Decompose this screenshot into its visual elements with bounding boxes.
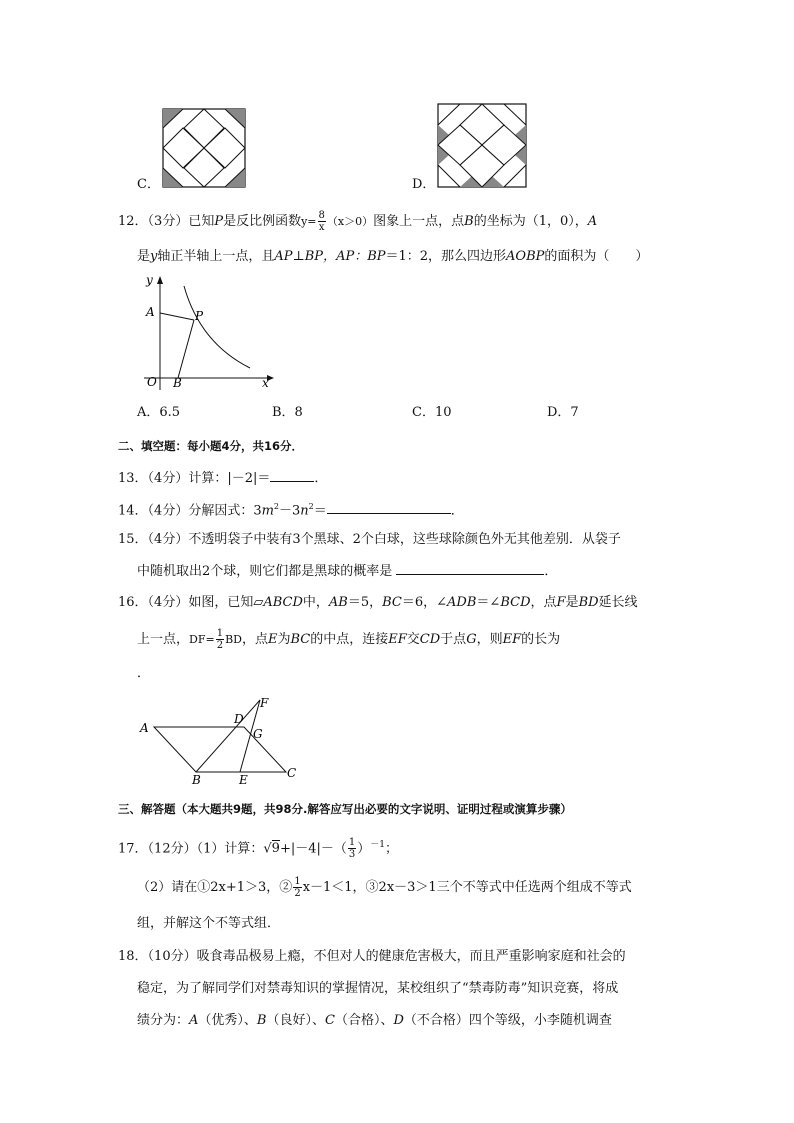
q18-line2: 稳定，为了解同学们对禁毒知识的掌握情况，某校组织了“禁毒防毒”知识竞赛，将成 [137, 981, 619, 996]
hyperbola-curve [184, 286, 250, 368]
label-d: D [234, 712, 244, 726]
q13-blank [270, 469, 314, 482]
q16-line2: 上一点，DF= $\frac{1}{2}$ BD，点E为BC的中点，连接EF交CD于点G，则EF的长为 [137, 628, 561, 651]
label-a: A [140, 721, 149, 735]
label-a: A [146, 305, 155, 319]
q15-line1: 15．（4分）不透明袋子中装有3个黑球、2个白球，这些球除颜色外无其他差别．从袋子 [118, 532, 621, 547]
label-p: P [195, 309, 204, 323]
q16-figure [136, 692, 306, 791]
fraction-8-over-x: $\frac{8}{x}$ [318, 210, 325, 233]
sqrt-sign: √ [263, 841, 272, 857]
label-y: y [146, 273, 153, 287]
fraction-one-third: $\frac{1}{3}$ [348, 837, 356, 861]
q18-line3: 绩分为：A（优秀）、B（良好）、C（合格）、D（不合格）四个等级，小李随机调查 [137, 1013, 612, 1028]
q17-line1: 17．（12分）（1）计算：√9+|－4|－（ $\frac{1}{3}$ ）$^{-1}$； [118, 837, 399, 861]
tiled-square-c [162, 108, 246, 188]
segment-pb [178, 320, 194, 378]
q15-blank [396, 562, 544, 575]
q12-option-d: D．7 [547, 405, 579, 420]
q17-line3: 组，并解这个不等式组． [137, 916, 281, 931]
label-b: B [173, 376, 182, 390]
parallelogram-abcd [154, 727, 286, 772]
option-c-figure [162, 108, 246, 192]
label-o: O [147, 375, 157, 389]
section3-heading: 三、解答题（本大题共9题，共98分.解答应写出必要的文字说明、证明过程或演算步骤） [118, 802, 572, 816]
q17-line2: （2）请在①2x+1＞3，② $\frac{1}{2}$ x－1＜1，③2x－3＞1三个不等式中任选两个组成不等式 [137, 876, 632, 899]
q14-blank [327, 501, 451, 514]
label-x: x [262, 376, 269, 390]
parallelogram-figure [136, 692, 306, 787]
q16-line1: 16．（4分）如图，已知▱ABCD中，AB＝5，BC＝6，∠ADB＝∠BCD，点F是BD延长线 [118, 595, 638, 610]
option-c-label: C． [137, 177, 160, 192]
q14: 14．（4分）分解因式：$3m^2-3n^2=$ ． [118, 502, 464, 519]
fraction-half-2: $\frac{1}{2}$ [294, 876, 301, 899]
label-g: G [253, 727, 263, 741]
y-axis-arrow [157, 276, 163, 284]
q16-line3: ． [137, 666, 151, 681]
fraction-half: $\frac{1}{2}$ [216, 628, 224, 651]
q12-figure [140, 268, 280, 397]
label-e: E [239, 773, 248, 787]
option-d-label: D． [412, 177, 436, 192]
q12-line1: 12．（3分）已知P是反比例函数y= $\frac{8}{x}$ （x＞0）图象上一点，点B的坐标为（1，0），A [118, 210, 598, 233]
tiled-square-d [437, 103, 527, 188]
q12-option-a: A．6.5 [137, 405, 181, 420]
hyperbola-graph [140, 268, 280, 393]
label-f: F [260, 696, 269, 710]
label-c: C [287, 766, 297, 780]
q12-line2: 是y轴正半轴上一点，且AP⊥BP，AP：BP＝1：2，那么四边形AOBP的面积为（ ） [137, 249, 649, 264]
segment-ap [160, 313, 194, 320]
q12-option-b: B．8 [272, 405, 303, 420]
q12-option-c: C．10 [412, 405, 452, 420]
q13: 13．（4分）计算：|－2|＝ ． [118, 471, 328, 486]
section2-heading: 二、填空题：每小题4分，共16分． [118, 439, 304, 453]
q18-line1: 18．（10分）吸食毒品极易上瘾，不但对人的健康危害极大，而且严重影响家庭和社会的 [118, 949, 626, 964]
option-d-figure [437, 103, 527, 192]
label-b: B [192, 773, 201, 787]
q15-line2: 中随机取出2个球，则它们都是黑球的概率是 ． [137, 564, 558, 579]
